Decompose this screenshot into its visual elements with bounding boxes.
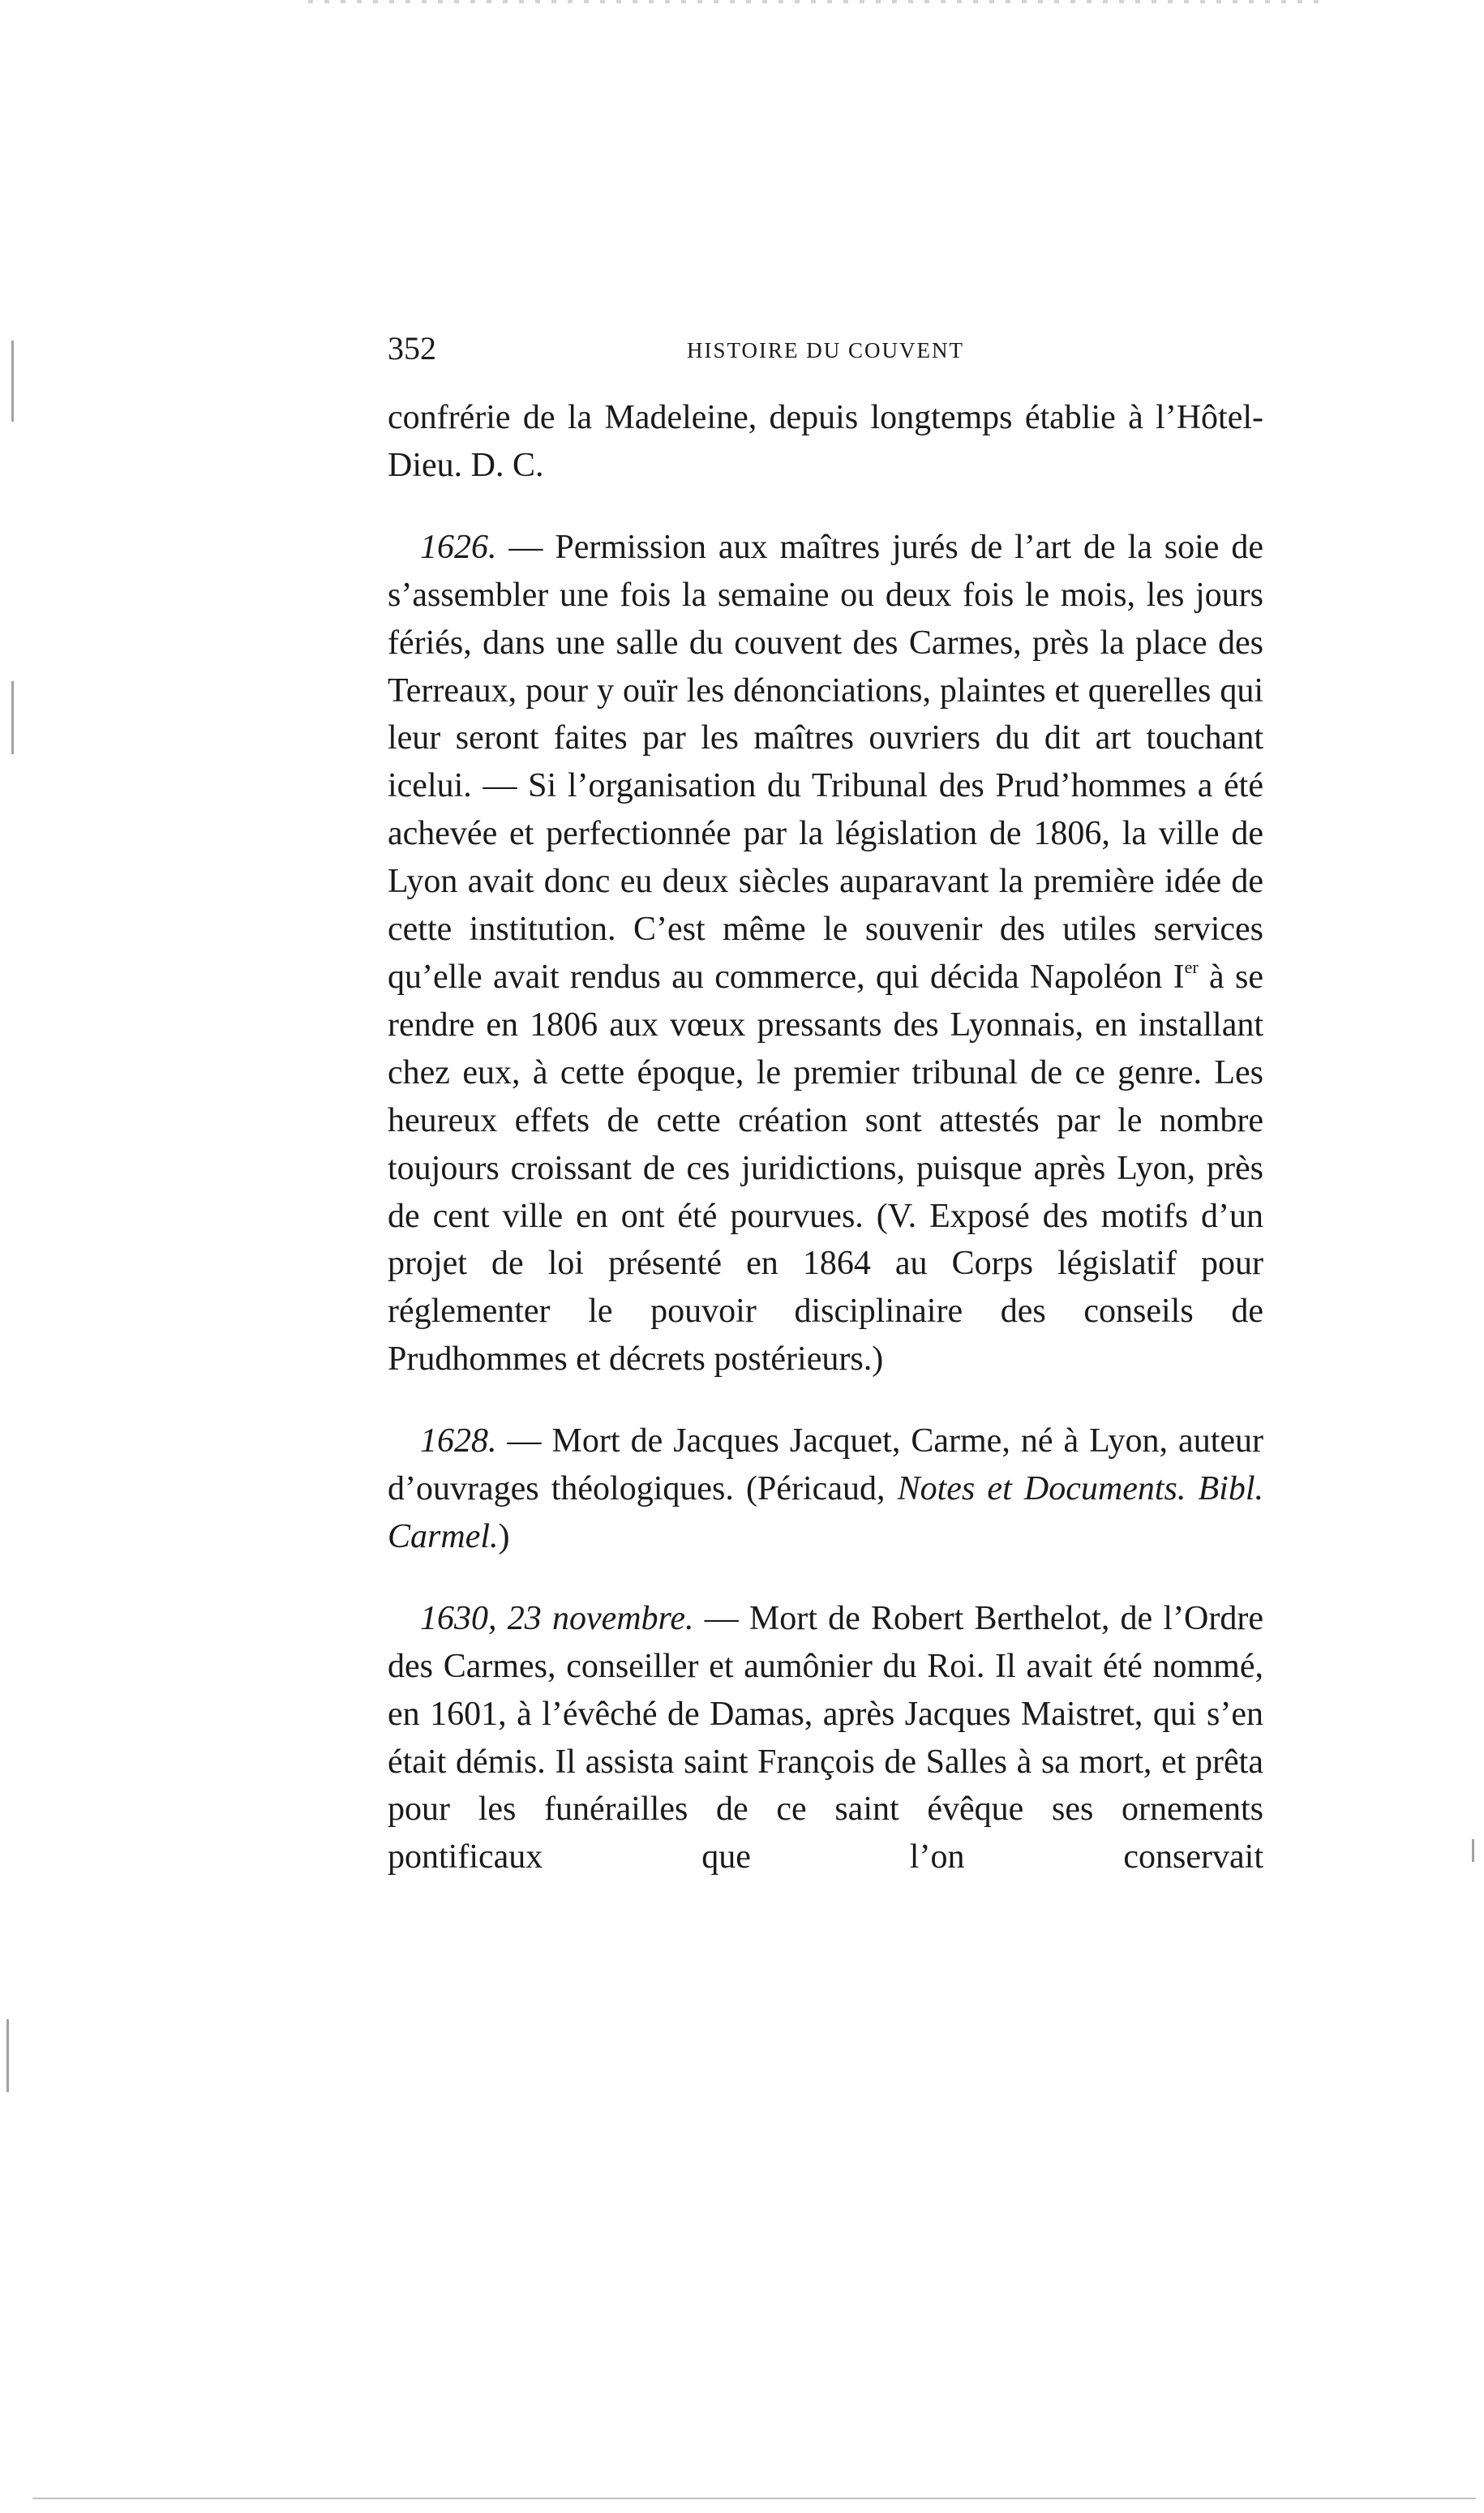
entry-1630 (388, 1595, 1263, 1881)
running-head: HISTOIRE DU COUVENT (687, 338, 964, 362)
scan-noise-top (308, 0, 1322, 3)
paragraph-continuation: confrérie de la Madeleine, depuis longtemps établie à l’Hôtel-Dieu. D. C. (388, 399, 1263, 484)
page-number: 352 (388, 330, 436, 367)
entry-text: — Mort de Robert Berthelot, de l’Ordre des Carmes, conseiller et aumônier du Roi. Il avait été nommé, en 1601, à l’évêché de Damas, après Jacques Maistret, qui s’en était démis. Il assista saint François de Salles à sa mort, et prêta pour les funérailles de ce saint évêque ses ornements pontificaux que l’on conservait (388, 1599, 1263, 1876)
entry-1626 (388, 524, 1263, 1383)
superscript: er (1184, 956, 1199, 977)
scan-mark-left-3 (6, 2019, 9, 2092)
entry-text: — Permission aux maîtres jurés de l’art de la soie de s’assembler une fois la semaine ou deux fois le mois, les jours fériés, dans une salle du couvent des Carmes, près la place des Terreaux, pour y ouïr les dénonciations, plaintes et querelles qui leur seront faites par les maîtres ouvriers du dit art touchant icelui. — Si l’organisation du Tribunal des Prud’hommes a été achevée et perfectionnée par la législation de 1806, la ville de Lyon avait donc eu deux siècles auparavant la première idée de cette institution. C’est même le souvenir des utiles services qu’elle avait rendus au commerce, qui décida Napoléon I (388, 528, 1263, 996)
entry-text-end: ) (498, 1517, 510, 1555)
entry-text-cont: à se rendre en 1806 aux vœux pressants des Lyonnais, en installant chez eux, à cette époque, le premier tribunal de ce genre. Les heureux effets de cette création sont attestés par le nombre toujours croissant de ces juridictions, puisque après Lyon, près de cent ville en ont été pourvues. (V. Exposé des motifs d’un projet de loi présenté en 1864 au Corps législatif pour réglementer le pouvoir disciplinaire des conseils de Prudhommes et décrets postérieurs.) (388, 958, 1263, 1379)
entry-date: 1628. (420, 1422, 497, 1460)
body-text (388, 394, 1263, 1881)
scan-edge-bottom (32, 2498, 1476, 2499)
scan-mark-left-1 (11, 341, 14, 422)
entry-text: — Mort de Jacques Jacquet, Carme, né à Lyon, auteur d’ouvrages théologiques. (Péricaud, (388, 1422, 1263, 1508)
scan-mark-left-2 (11, 681, 14, 754)
page-header (388, 324, 1263, 373)
entry-date: 1630, 23 novembre. (420, 1599, 694, 1637)
scan-mark-right-1 (1472, 1839, 1474, 1862)
entry-1628 (388, 1417, 1263, 1561)
entry-date: 1626. (420, 528, 497, 566)
citation-title: Notes et Documents. Bibl. Carmel. (388, 1470, 1263, 1555)
